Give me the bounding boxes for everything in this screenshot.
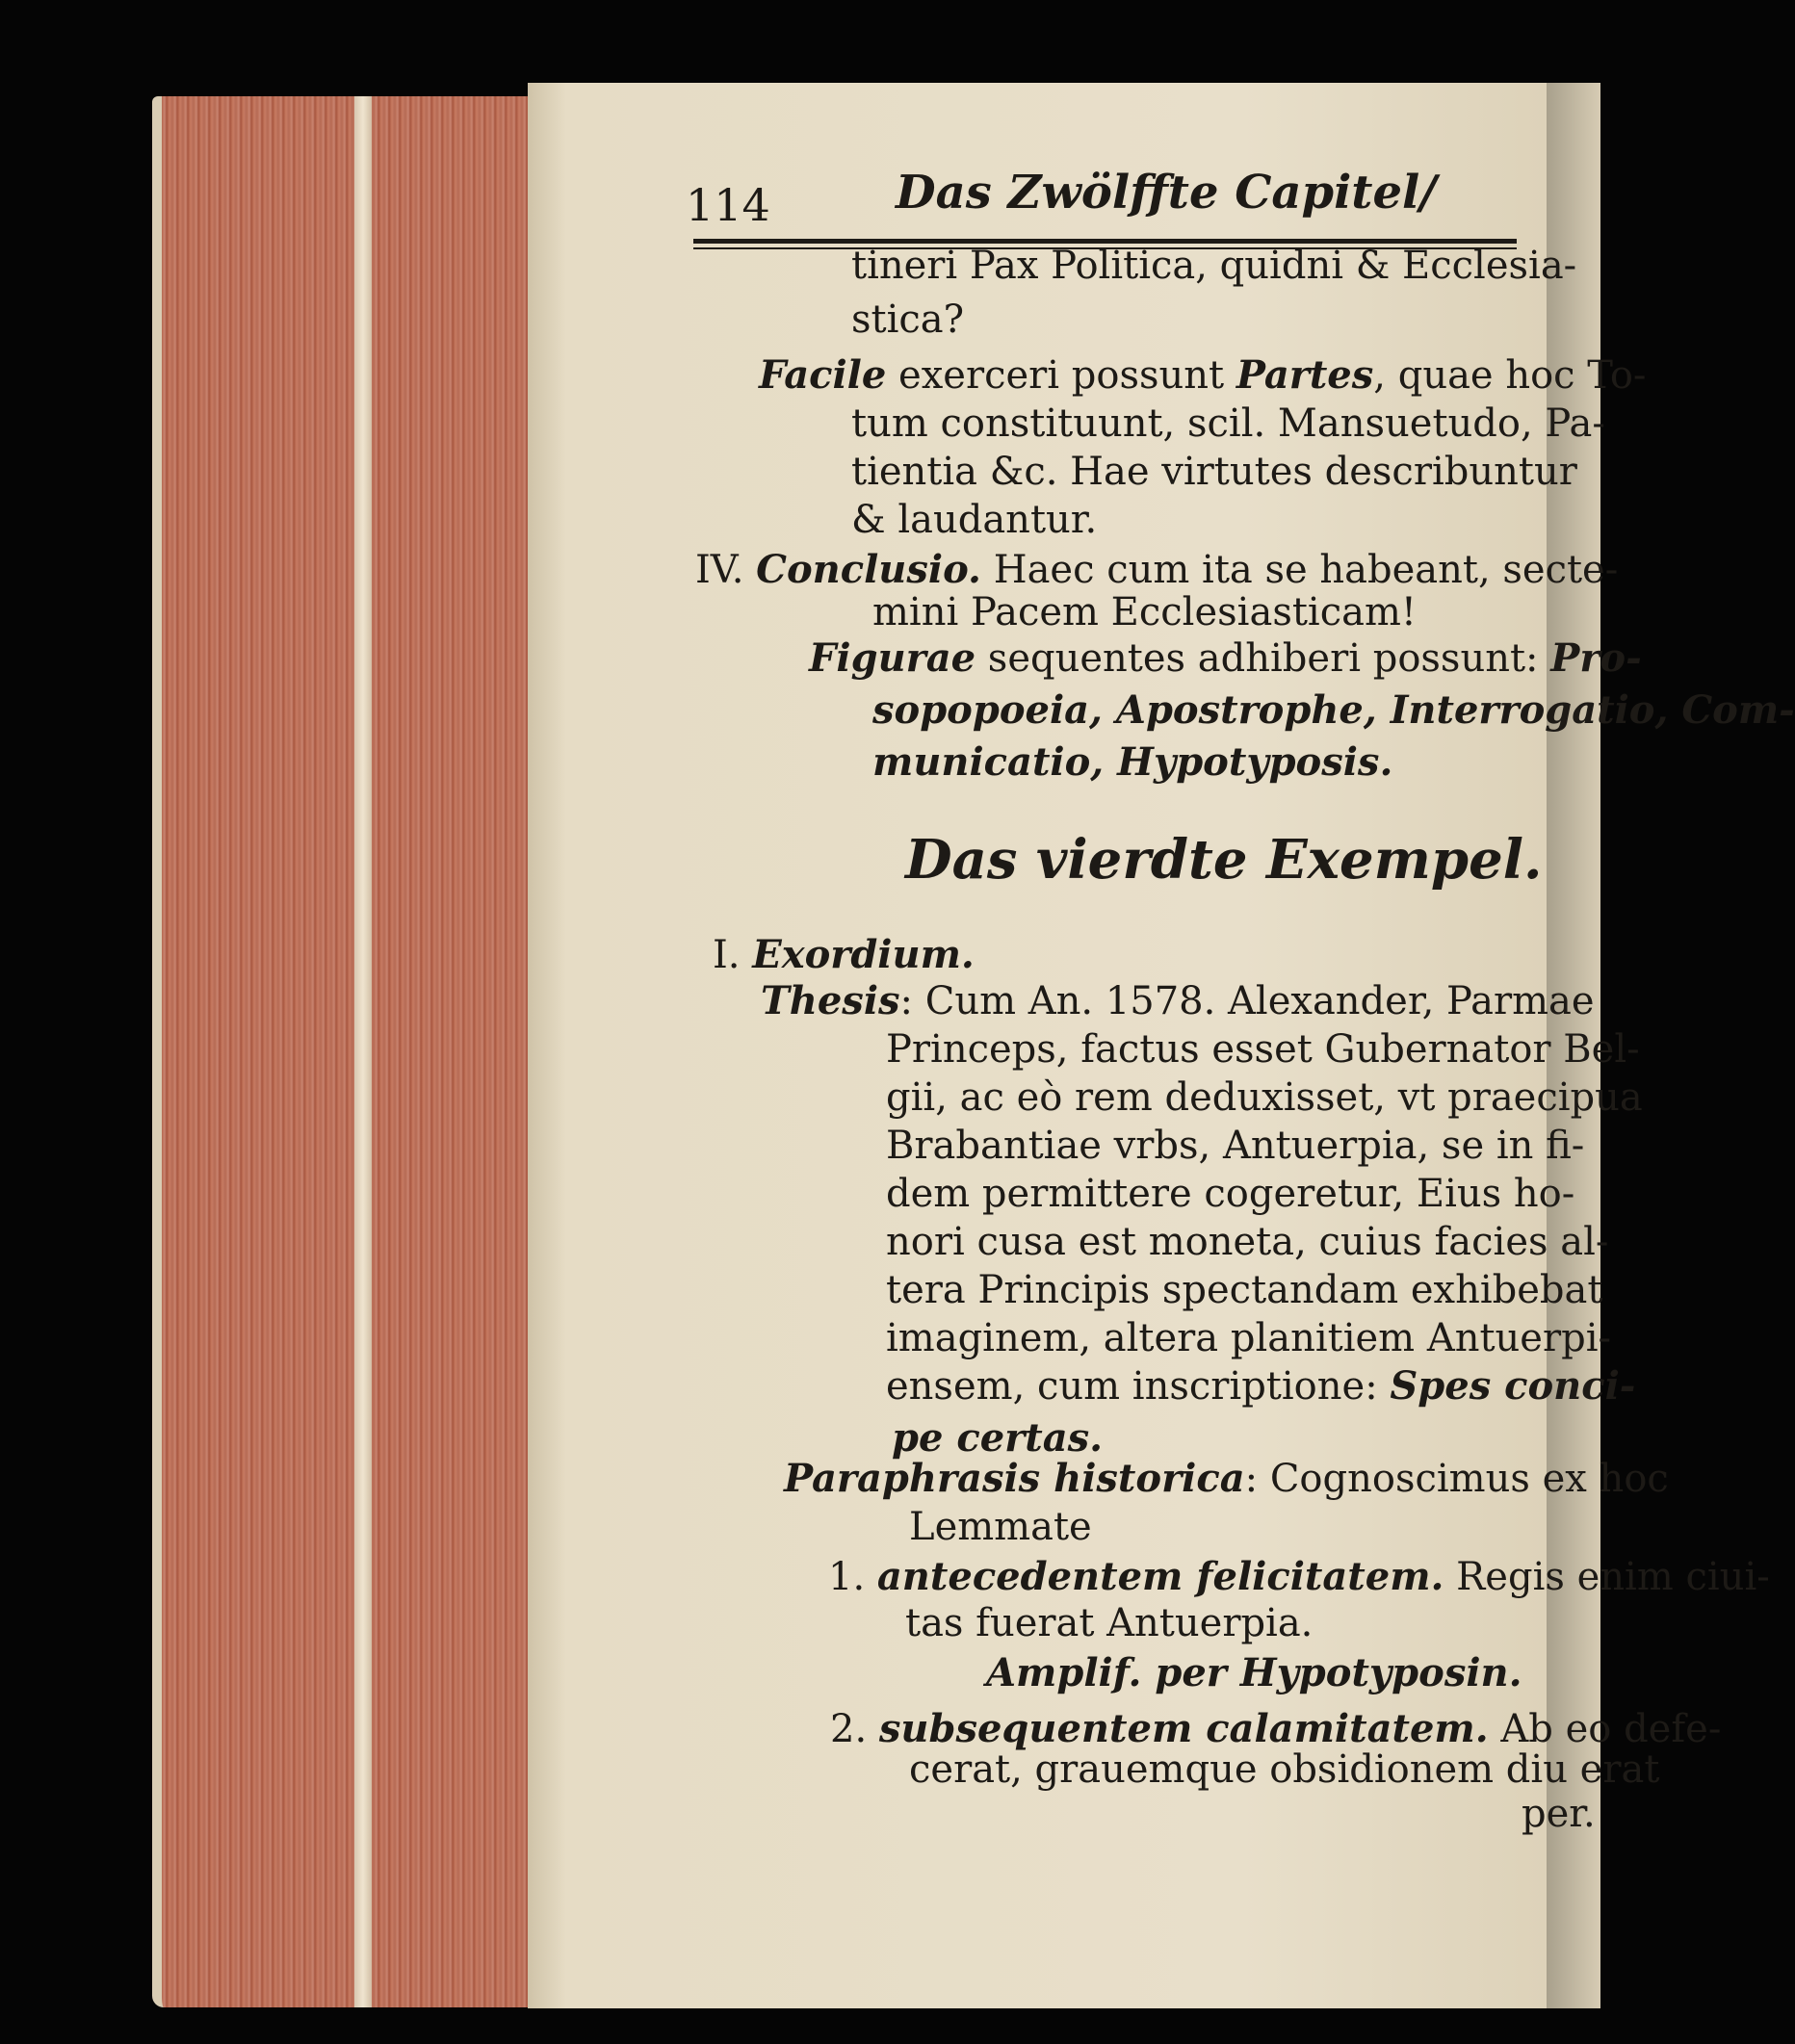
- italic-text: Spes conci-: [1390, 1363, 1636, 1409]
- text-line: [886, 1220, 1609, 1264]
- text-span: 2.: [830, 1707, 879, 1751]
- text-span: IV.: [695, 548, 757, 592]
- text-line: [759, 352, 1647, 398]
- text-line: [886, 1268, 1603, 1312]
- italic-text: Conclusio.: [756, 547, 981, 592]
- text-span: : Cognoscimus ex hoc: [1244, 1457, 1669, 1501]
- text-span: Ab eo defe-: [1488, 1707, 1722, 1751]
- text-span: Brabantiae vrbs, Antuerpia, se in fi-: [886, 1124, 1585, 1168]
- text-span: Lemmate: [909, 1505, 1092, 1549]
- text-span: tera Principis spectandam exhibebat: [886, 1268, 1603, 1312]
- text-span: : Cum An. 1578. Alexander, Parmae: [899, 979, 1595, 1023]
- text-span: tum constituunt, scil. Mansuetudo, Pa-: [851, 401, 1605, 446]
- text-span: gii, ac eò rem deduxisset, vt praecipua: [886, 1075, 1643, 1120]
- italic-text: Exordium.: [752, 932, 975, 977]
- text-line: [886, 1027, 1640, 1072]
- text-span: imaginem, altera planitiem Antuerpi-: [886, 1316, 1612, 1360]
- text-line: [851, 450, 1577, 494]
- text-span: Princeps, factus esset Gubernator Bel-: [886, 1027, 1640, 1072]
- text-span: 1.: [828, 1555, 877, 1599]
- italic-text: Pro-: [1550, 635, 1642, 681]
- text-span: I.: [713, 933, 753, 977]
- text-line: [872, 739, 1393, 785]
- text-span: & laudantur.: [851, 498, 1098, 542]
- text-span: Regis enim ciui-: [1444, 1555, 1770, 1599]
- italic-text: Paraphrasis historica: [784, 1456, 1245, 1501]
- text-span: , quae hoc To-: [1373, 353, 1647, 398]
- text-line: [784, 1456, 1669, 1501]
- text-span: sequentes adhiberi possunt:: [976, 636, 1551, 681]
- text-line: [713, 932, 975, 977]
- text-span: cerat, grauemque obsidionem diu erat: [909, 1747, 1660, 1792]
- italic-text: antecedentem felicitatem.: [876, 1554, 1444, 1599]
- text-line: [761, 978, 1595, 1023]
- text-line: [892, 1415, 1104, 1461]
- text-span: nori cusa est moneta, cuius facies al-: [886, 1220, 1609, 1264]
- italic-text: subsequentem calamitatem.: [878, 1706, 1489, 1751]
- italic-text: Partes: [1236, 352, 1374, 398]
- text-line: [851, 498, 1098, 542]
- italic-text: pe certas.: [892, 1415, 1104, 1461]
- book-fore-edge: [152, 96, 547, 2007]
- text-line: [909, 1505, 1092, 1549]
- text-line: [872, 590, 1417, 634]
- text-span: dem permittere cogeretur, Eius ho-: [886, 1172, 1575, 1216]
- italic-text: Thesis: [761, 978, 900, 1023]
- text-line: [851, 298, 965, 342]
- text-span: per.: [1522, 1792, 1596, 1836]
- text-line: [886, 1172, 1575, 1216]
- text-span: ensem, cum inscriptione:: [886, 1364, 1391, 1409]
- text-span: stica?: [851, 298, 965, 342]
- text-line: [830, 1706, 1722, 1751]
- text-line: [886, 1124, 1585, 1168]
- text-line: [909, 1747, 1660, 1792]
- text-line: [886, 1316, 1612, 1360]
- text-line: [809, 635, 1642, 681]
- text-line: [886, 1075, 1643, 1120]
- section-heading: Das vierdte Exempel.: [905, 828, 1543, 892]
- text-span: tas fuerat Antuerpia.: [905, 1601, 1314, 1645]
- text-line: [851, 401, 1605, 446]
- italic-text: Amplif. per Hypotyposin.: [986, 1650, 1522, 1695]
- text-line: [905, 1601, 1314, 1645]
- text-line: [695, 547, 1619, 592]
- italic-text: Facile: [759, 352, 887, 398]
- text-line: [1522, 1792, 1596, 1836]
- italic-text: municatio, Hypotyposis.: [872, 739, 1393, 785]
- text-line: [872, 687, 1795, 733]
- text-span: tineri Pax Politica, quidni & Ecclesia-: [851, 244, 1577, 288]
- text-line: [851, 244, 1577, 288]
- text-span: mini Pacem Ecclesiasticam!: [872, 590, 1417, 634]
- text-line: [886, 1363, 1636, 1409]
- text-span: tientia &c. Hae virtutes describuntur: [851, 450, 1577, 494]
- text-span: Haec cum ita se habeant, secte-: [980, 548, 1619, 592]
- italic-text: Figurae: [809, 635, 976, 681]
- running-head: Das Zwölffte Capitel/: [896, 166, 1437, 220]
- text-line: [986, 1650, 1522, 1695]
- text-line: [828, 1554, 1770, 1599]
- italic-text: sopopoeia, Apostrophe, Interrogatio, Com-: [872, 687, 1795, 733]
- text-span: exerceri possunt: [886, 353, 1236, 398]
- page-number: 114: [686, 179, 770, 231]
